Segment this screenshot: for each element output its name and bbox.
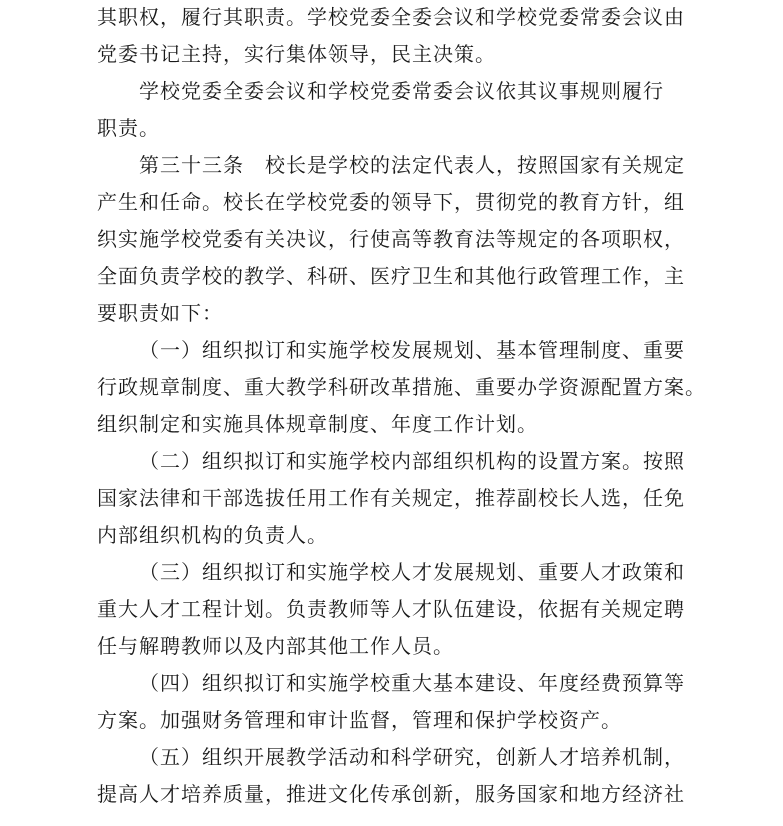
text-line: 组织制定和实施具体规章制度、年度工作计划。 xyxy=(97,414,538,436)
text-line: 任与解聘教师以及内部其他工作人员。 xyxy=(97,636,454,658)
text-line: 学校党委全委会议和学校党委常委会议依其议事规则履行 xyxy=(139,81,664,103)
text-line: 产生和任命。校长在学校党委的领导下，贯彻党的教育方针，组 xyxy=(97,192,685,214)
text-line: 方案。加强财务管理和审计监督，管理和保护学校资产。 xyxy=(97,710,622,732)
text-line: 提高人才培养质量，推进文化传承创新，服务国家和地方经济社 xyxy=(97,784,685,806)
text-line: 全面负责学校的教学、科研、医疗卫生和其他行政管理工作，主 xyxy=(97,266,685,288)
text-line-item-4: （四）组织拟订和实施学校重大基本建设、年度经费预算等 xyxy=(139,673,685,695)
text-line-item-2: （二）组织拟订和实施学校内部组织机构的设置方案。按照 xyxy=(139,451,685,473)
text-line: 国家法律和干部选拔任用工作有关规定，推荐副校长人选，任免 xyxy=(97,488,685,510)
text-line-item-5: （五）组织开展教学活动和科学研究，创新人才培养机制， xyxy=(139,747,685,769)
text-line: 其职权，履行其职责。学校党委全委会议和学校党委常委会议由 xyxy=(97,7,685,29)
text-line: 要职责如下： xyxy=(97,303,223,325)
text-line: 内部组织机构的负责人。 xyxy=(97,525,328,547)
text-line: 织实施学校党委有关决议，行使高等教育法等规定的各项职权， xyxy=(97,229,685,251)
text-line-item-1: （一）组织拟订和实施学校发展规划、基本管理制度、重要 xyxy=(139,340,685,362)
text-line: 职责。 xyxy=(97,118,160,140)
text-line: 行政规章制度、重大教学科研改革措施、重要办学资源配置方案。 xyxy=(97,377,706,399)
text-line-item-3: （三）组织拟订和实施学校人才发展规划、重要人才政策和 xyxy=(139,562,685,584)
document-text-block xyxy=(97,0,706,814)
text-line-article-heading: 第三十三条 校长是学校的法定代表人，按照国家有关规定 xyxy=(139,155,685,177)
text-line: 重大人才工程计划。负责教师等人才队伍建设，依据有关规定聘 xyxy=(97,599,685,621)
text-line: 党委书记主持，实行集体领导，民主决策。 xyxy=(97,44,496,66)
